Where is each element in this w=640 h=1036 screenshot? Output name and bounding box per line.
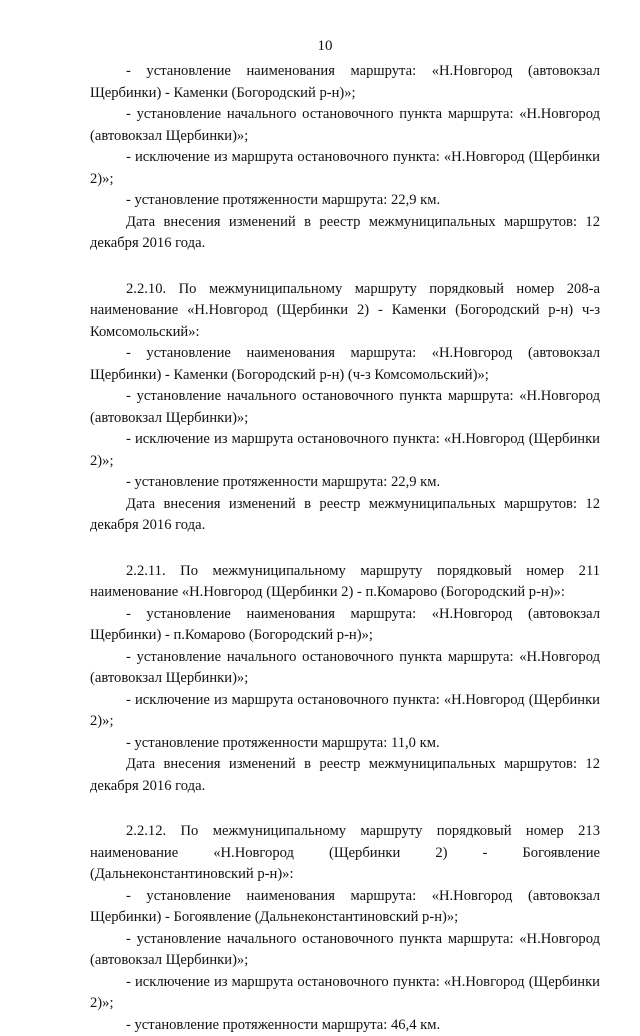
paragraph: - установление наименования маршрута: «Н.Новгород (автовокзал Щербинки) - Каменки (Богородский р-н) (ч-з Комсомольский)»;: [90, 343, 600, 386]
paragraph: - исключение из маршрута остановочного пункта: «Н.Новгород (Щербинки 2)»;: [90, 972, 600, 1015]
section-2-2-10: [90, 279, 600, 537]
paragraph: - установление протяженности маршрута: 46,4 км.: [90, 1015, 600, 1036]
paragraph: - установление начального остановочного пункта маршрута: «Н.Новгород (автовокзал Щербинки)»;: [90, 647, 600, 690]
paragraph: - исключение из маршрута остановочного пункта: «Н.Новгород (Щербинки 2)»;: [90, 429, 600, 472]
section-heading-paragraph: 2.2.10. По межмуниципальному маршруту порядковый номер 208-а наименование «Н.Новгород (Щербинки 2) - Каменки (Богородский р-н) ч-з Комсомольский»:: [90, 279, 600, 344]
paragraph: - установление наименования маршрута: «Н.Новгород (автовокзал Щербинки) - Богоявление (Дальнеконстантиновский р-н)»;: [90, 886, 600, 929]
paragraph: - установление наименования маршрута: «Н.Новгород (автовокзал Щербинки) - Каменки (Богородский р-н)»;: [90, 61, 600, 104]
paragraph: - исключение из маршрута остановочного пункта: «Н.Новгород (Щербинки 2)»;: [90, 147, 600, 190]
paragraph: - установление начального остановочного пункта маршрута: «Н.Новгород (автовокзал Щербинки)»;: [90, 929, 600, 972]
paragraph: - установление протяженности маршрута: 22,9 км.: [90, 472, 600, 494]
paragraph: - установление протяженности маршрута: 11,0 км.: [90, 733, 600, 755]
section-2-2-12: [90, 821, 600, 1036]
section-heading-paragraph: 2.2.12. По межмуниципальному маршруту порядковый номер 213 наименование «Н.Новгород (Щербинки 2) - Богоявление (Дальнеконстантиновский р-н)»:: [90, 821, 600, 886]
paragraph: - установление протяженности маршрута: 22,9 км.: [90, 190, 600, 212]
paragraph: - исключение из маршрута остановочного пункта: «Н.Новгород (Щербинки 2)»;: [90, 690, 600, 733]
paragraph: Дата внесения изменений в реестр межмуниципальных маршрутов: 12 декабря 2016 года.: [90, 494, 600, 537]
section-heading-paragraph: 2.2.11. По межмуниципальному маршруту порядковый номер 211 наименование «Н.Новгород (Щербинки 2) - п.Комарово (Богородский р-н)»:: [90, 561, 600, 604]
page-number: 10: [50, 38, 600, 55]
paragraph: - установление начального остановочного пункта маршрута: «Н.Новгород (автовокзал Щербинки)»;: [90, 386, 600, 429]
section-route-continuation: [90, 61, 600, 255]
section-2-2-11: [90, 561, 600, 798]
paragraph: Дата внесения изменений в реестр межмуниципальных маршрутов: 12 декабря 2016 года.: [90, 754, 600, 797]
section-gap: [90, 537, 600, 561]
section-gap: [90, 797, 600, 821]
section-gap: [90, 255, 600, 279]
paragraph: - установление начального остановочного пункта маршрута: «Н.Новгород (автовокзал Щербинки)»;: [90, 104, 600, 147]
paragraph: Дата внесения изменений в реестр межмуниципальных маршрутов: 12 декабря 2016 года.: [90, 212, 600, 255]
paragraph: - установление наименования маршрута: «Н.Новгород (автовокзал Щербинки) - п.Комарово (Богородский р-н)»;: [90, 604, 600, 647]
